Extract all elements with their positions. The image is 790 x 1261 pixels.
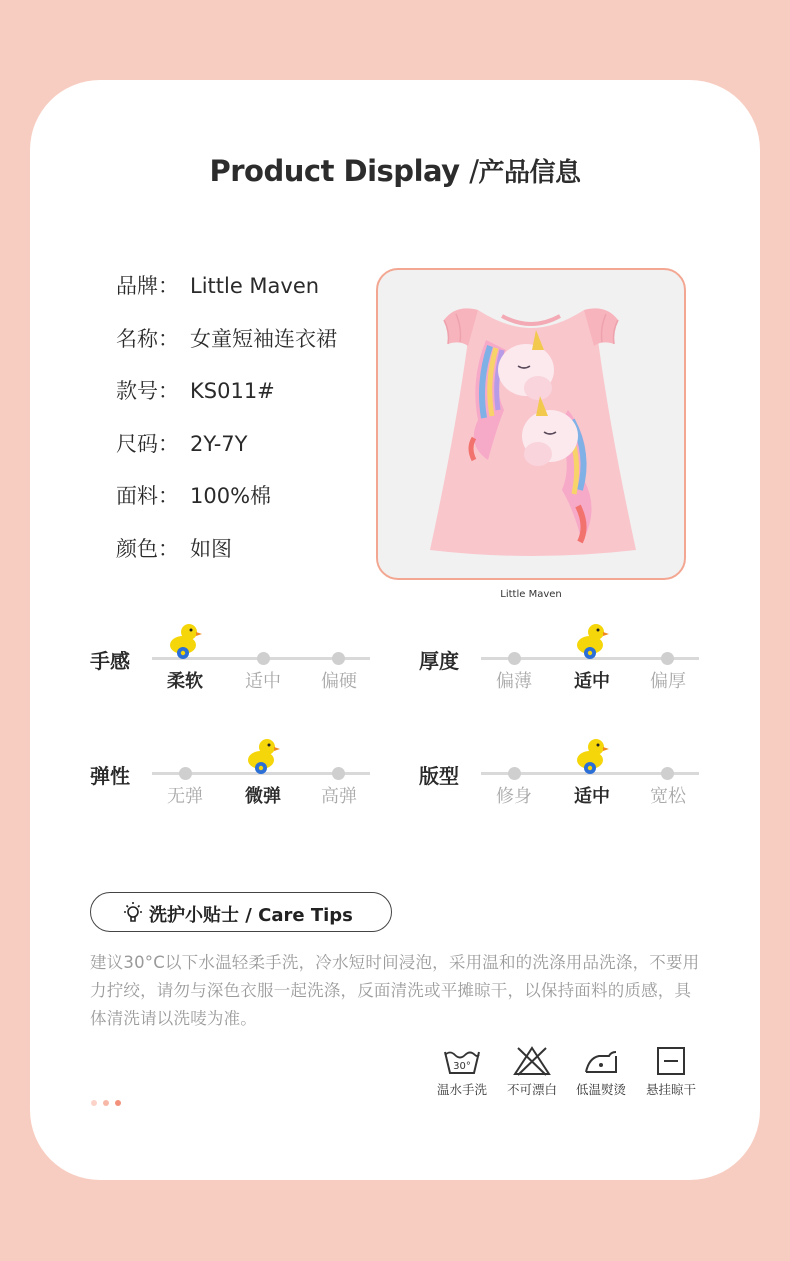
product-info — [116, 270, 337, 585]
duck-marker-icon — [574, 736, 610, 776]
care-tips-heading: 洗护小贴士 / Care Tips — [90, 892, 392, 932]
dress-illustration — [378, 270, 684, 578]
scale-option: 微弹 — [245, 786, 281, 807]
product-photo — [376, 268, 686, 580]
info-row-name: 名称： 女童短袖连衣裙 — [116, 326, 337, 351]
scale-option: 适中 — [574, 786, 610, 807]
care-tips-text: 建议30°C以下水温轻柔手洗，冷水短时间浸泡，采用温和的洗涤用品洗涤，不要用力拧绞，请勿与深色衣服一起洗涤，反面清洗或平摊晾干，以保持面料的质感，具体清洗请以洗唛为准。 — [90, 953, 700, 1028]
scale-option: 偏厚 — [650, 671, 686, 692]
scale-elasticity — [90, 760, 380, 820]
scale-dot — [661, 767, 674, 780]
scale-option: 宽松 — [650, 786, 686, 807]
scale-option: 适中 — [245, 671, 281, 692]
care-item-hand-wash: 30° 温水手洗 — [430, 1046, 494, 1098]
decorative-dots — [91, 1091, 127, 1110]
scale-fit — [419, 760, 709, 820]
duck-marker-icon — [574, 621, 610, 661]
care-item-hang-dry: 悬挂晾干 — [639, 1046, 703, 1098]
scale-dot — [332, 767, 345, 780]
scale-dot — [257, 652, 270, 665]
info-row-color: 颜色： 如图 — [116, 536, 232, 561]
scale-option: 无弹 — [167, 786, 203, 807]
scale-dot — [508, 652, 521, 665]
care-item-no-bleach: 不可漂白 — [500, 1046, 564, 1098]
hang-dry-icon — [651, 1046, 691, 1076]
info-row-fabric: 面料： 100%棉 — [116, 484, 272, 508]
scale-dot — [179, 767, 192, 780]
info-row-brand: 品牌： Little Maven — [116, 274, 320, 298]
duck-marker-icon — [167, 621, 203, 661]
scale-option: 柔软 — [167, 671, 203, 692]
scale-option: 修身 — [496, 786, 532, 807]
scale-label: 版型 — [419, 764, 459, 788]
scale-option: 高弹 — [321, 786, 357, 807]
scale-dot — [508, 767, 521, 780]
scale-dot — [332, 652, 345, 665]
scale-hand-feel — [90, 645, 380, 705]
no-bleach-icon — [512, 1046, 552, 1076]
low-iron-icon — [581, 1046, 621, 1076]
scale-label: 弹性 — [90, 764, 130, 788]
scale-thickness — [419, 645, 709, 705]
page-title: Product Display /产品信息 — [209, 154, 581, 188]
care-item-low-iron: 低温熨烫 — [569, 1046, 633, 1098]
lightbulb-icon — [121, 900, 145, 924]
info-row-style-no: 款号： KS011# — [116, 379, 275, 403]
scale-label: 手感 — [90, 649, 130, 673]
scale-option: 偏硬 — [321, 671, 357, 692]
duck-marker-icon — [245, 736, 281, 776]
scale-option: 偏薄 — [496, 671, 532, 692]
scale-dot — [661, 652, 674, 665]
photo-caption: Little Maven — [500, 589, 562, 600]
hand-wash-30-icon — [442, 1046, 482, 1076]
info-row-size: 尺码： 2Y-7Y — [116, 431, 248, 456]
scale-option: 适中 — [574, 671, 610, 692]
scale-label: 厚度 — [419, 649, 459, 673]
svg-text:30°: 30° — [453, 1061, 471, 1072]
